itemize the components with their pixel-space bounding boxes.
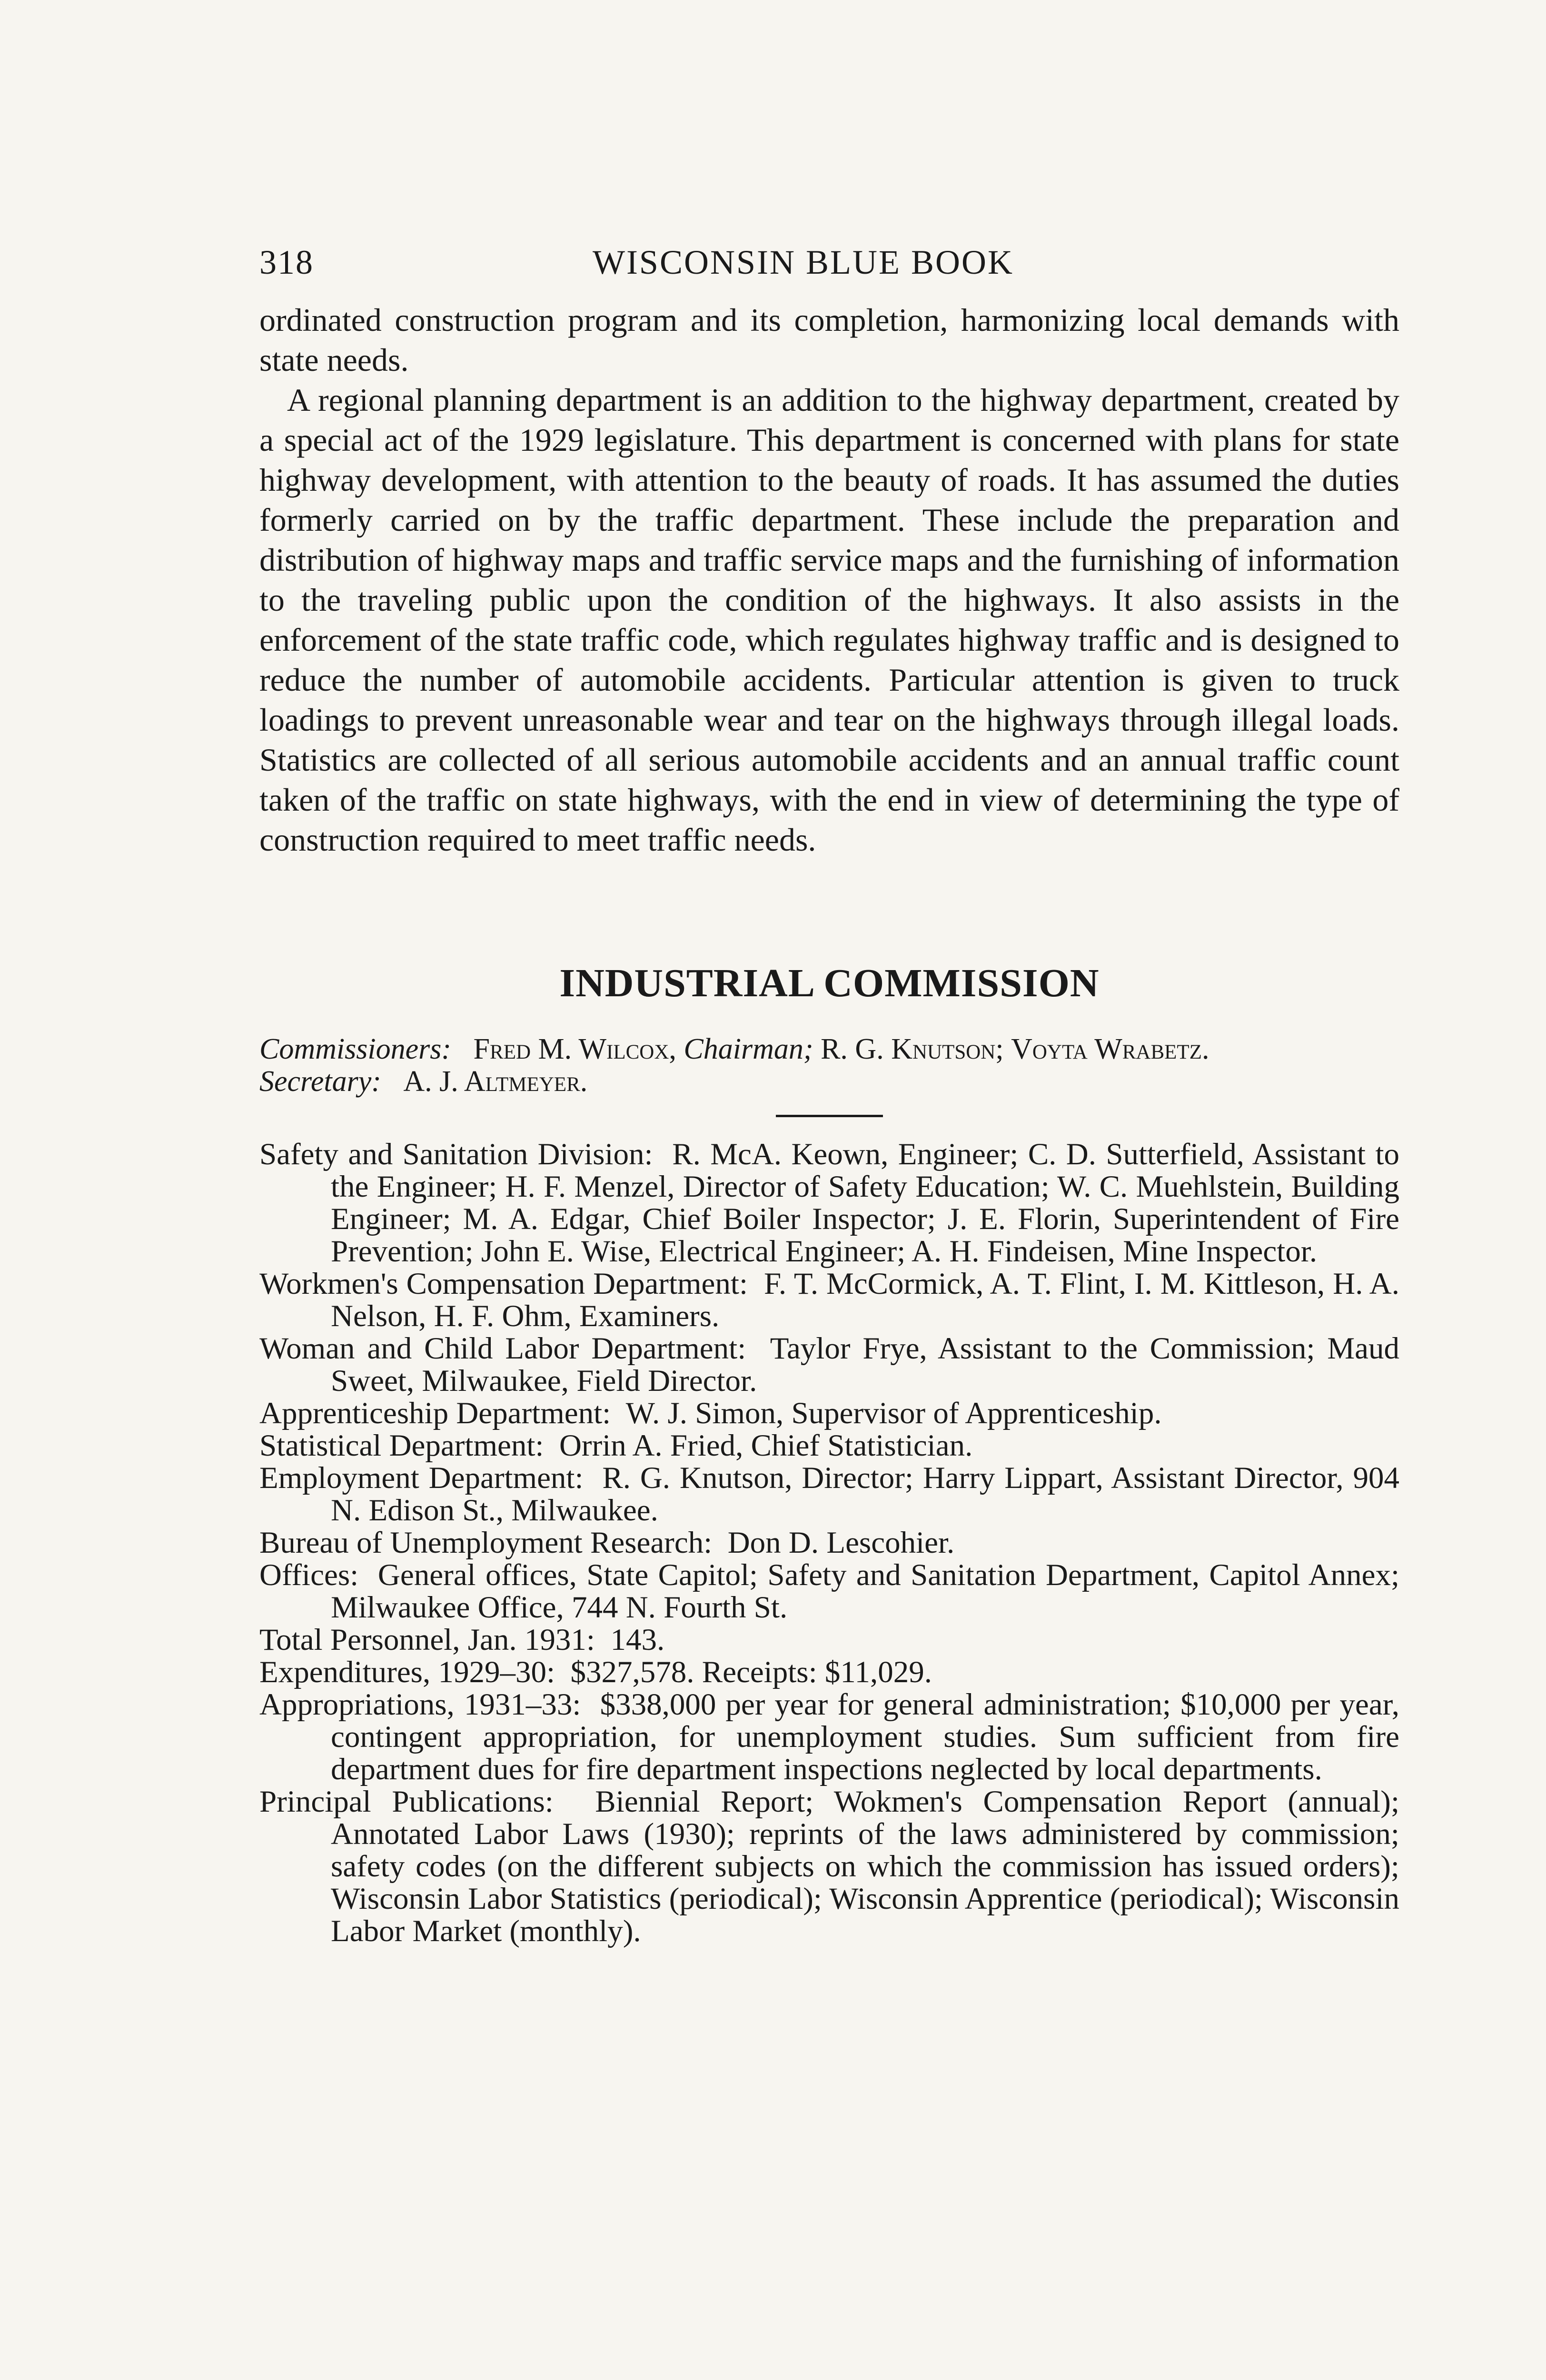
entry-principal-publications <box>259 1785 1399 1947</box>
entry-label: Appropriations, 1931–33: <box>259 1687 581 1722</box>
entry-label: Statistical Department: <box>259 1428 544 1463</box>
entry-label: Apprenticeship Department: <box>259 1396 611 1430</box>
entry-text: F. T. McCormick, A. T. Flint, I. M. Kittleson, H. A. Nelson, H. F. Ohm, Examiners. <box>331 1267 1400 1333</box>
entry-offices <box>259 1559 1399 1624</box>
entry-label: Expenditures, 1929–30: <box>259 1655 555 1689</box>
entry-label: Total Personnel, Jan. 1931: <box>259 1623 595 1657</box>
secretary-name: A. J. Altmeyer. <box>403 1065 588 1098</box>
entry-workmens-compensation <box>259 1268 1399 1332</box>
entry-unemployment-research <box>259 1527 1399 1559</box>
running-title: WISCONSIN BLUE BOOK <box>593 243 1014 281</box>
entry-text: W. J. Simon, Supervisor of Apprenticeship. <box>625 1396 1162 1430</box>
entry-appropriations <box>259 1688 1399 1785</box>
entry-employment <box>259 1462 1399 1527</box>
officers-block <box>259 1033 1399 1098</box>
entry-apprenticeship <box>259 1397 1399 1429</box>
commission-entries <box>259 1138 1399 1947</box>
entry-text: R. McA. Keown, Engineer; C. D. Sutterfield, Assistant to the Engineer; H. F. Menzel, Director of Safety Education; W. C. Muehlstein, Building Engineer; M. A. Edgar, Chief Boiler Inspector; J. E. Florin, Superintendent of Fire Prevention; John E. Wise, Electrical Engineer; A. H. Findeisen, Mine Inspector. <box>331 1137 1400 1269</box>
paragraph-regional-planning: A regional planning department is an addition to the highway department, created by a special act of the 1929 legislature. This department is concerned with plans for state highway development, with attention to the beauty of roads. It has assumed the duties formerly carried on by the traffic department. These include the preparation and distribution of highway maps and traffic service maps and the furnishing of information to the traveling public upon the condition of the highways. It also assists in the enforcement of the state traffic code, which regulates highway traffic and is designed to reduce the number of automobile accidents. Particular attention is given to truck loadings to prevent unreasonable wear and tear on the highways through illegal loads. Statistics are collected of all serious automobile accidents and an annual traffic count taken of the traffic on state highways, with the end in view of determining the type of construction required to meet traffic needs. <box>259 382 1399 858</box>
secretary-label: Secretary: <box>259 1065 381 1098</box>
entry-text: Orrin A. Fried, Chief Statistician. <box>559 1428 973 1463</box>
entry-label: Woman and Child Labor Department: <box>259 1331 746 1366</box>
commissioner-name: Voyta Wrabetz. <box>1011 1033 1209 1065</box>
entry-label: Safety and Sanitation Division: <box>259 1137 653 1171</box>
section-divider <box>776 1115 883 1117</box>
entry-woman-child-labor <box>259 1332 1399 1397</box>
entry-text: $327,578. Receipts: $11,029. <box>570 1655 932 1689</box>
commissioners-label: Commissioners: <box>259 1033 452 1065</box>
entry-text: Taylor Frye, Assistant to the Commission; Maud Sweet, Milwaukee, Field Director. <box>331 1331 1400 1398</box>
entry-label: Employment Department: <box>259 1461 584 1495</box>
chairman-title: Chairman; <box>684 1033 813 1065</box>
entry-total-personnel <box>259 1624 1399 1656</box>
entry-expenditures <box>259 1656 1399 1688</box>
entry-statistical <box>259 1429 1399 1462</box>
entry-text: R. G. Knutson, Director; Harry Lippart, Assistant Director, 904 N. Edison St., Milwaukee. <box>331 1461 1400 1527</box>
entry-text: General offices, State Capitol; Safety and Sanitation Department, Capitol Annex; Milwaukee Office, 744 N. Fourth St. <box>331 1558 1399 1625</box>
paragraph-continuation: ordinated construction program and its completion, harmonizing local demands with state needs. <box>259 302 1399 378</box>
entry-label: Principal Publications: <box>259 1785 554 1819</box>
book-page <box>259 243 1399 1947</box>
entry-text: Don D. Lescohier. <box>727 1526 955 1560</box>
entry-label: Offices: <box>259 1558 359 1592</box>
entry-label: Bureau of Unemployment Research: <box>259 1526 713 1560</box>
commissioner-name: R. G. Knutson; <box>821 1033 1004 1065</box>
entry-text: 143. <box>610 1623 665 1657</box>
entry-label: Workmen's Compensation Department: <box>259 1267 748 1301</box>
commissioner-name: Fred M. Wilcox, <box>473 1033 676 1065</box>
secretary-line <box>259 1065 1399 1098</box>
entry-safety-sanitation <box>259 1138 1399 1268</box>
commissioners-line <box>259 1033 1399 1065</box>
page-number: 318 <box>259 243 314 281</box>
entry-text: $338,000 per year for general administration; $10,000 per year, contingent appropriation, for unemployment studies. Sum sufficient from fire department dues for fire department inspections neglected by local departments. <box>331 1687 1399 1786</box>
page-header <box>259 243 1399 300</box>
entry-text: Biennial Report; Wokmen's Compensation Report (annual); Annotated Labor Laws (1930); reprints of the laws administered by commission; safety codes (on the different subjects on which the commission has issued orders); Wisconsin Labor Statistics (periodical); Wisconsin Apprentice (periodical); Wisconsin Labor Market (monthly). <box>331 1785 1399 1948</box>
section-heading: INDUSTRIAL COMMISSION <box>559 961 1100 1005</box>
highway-department-text <box>259 300 1399 860</box>
